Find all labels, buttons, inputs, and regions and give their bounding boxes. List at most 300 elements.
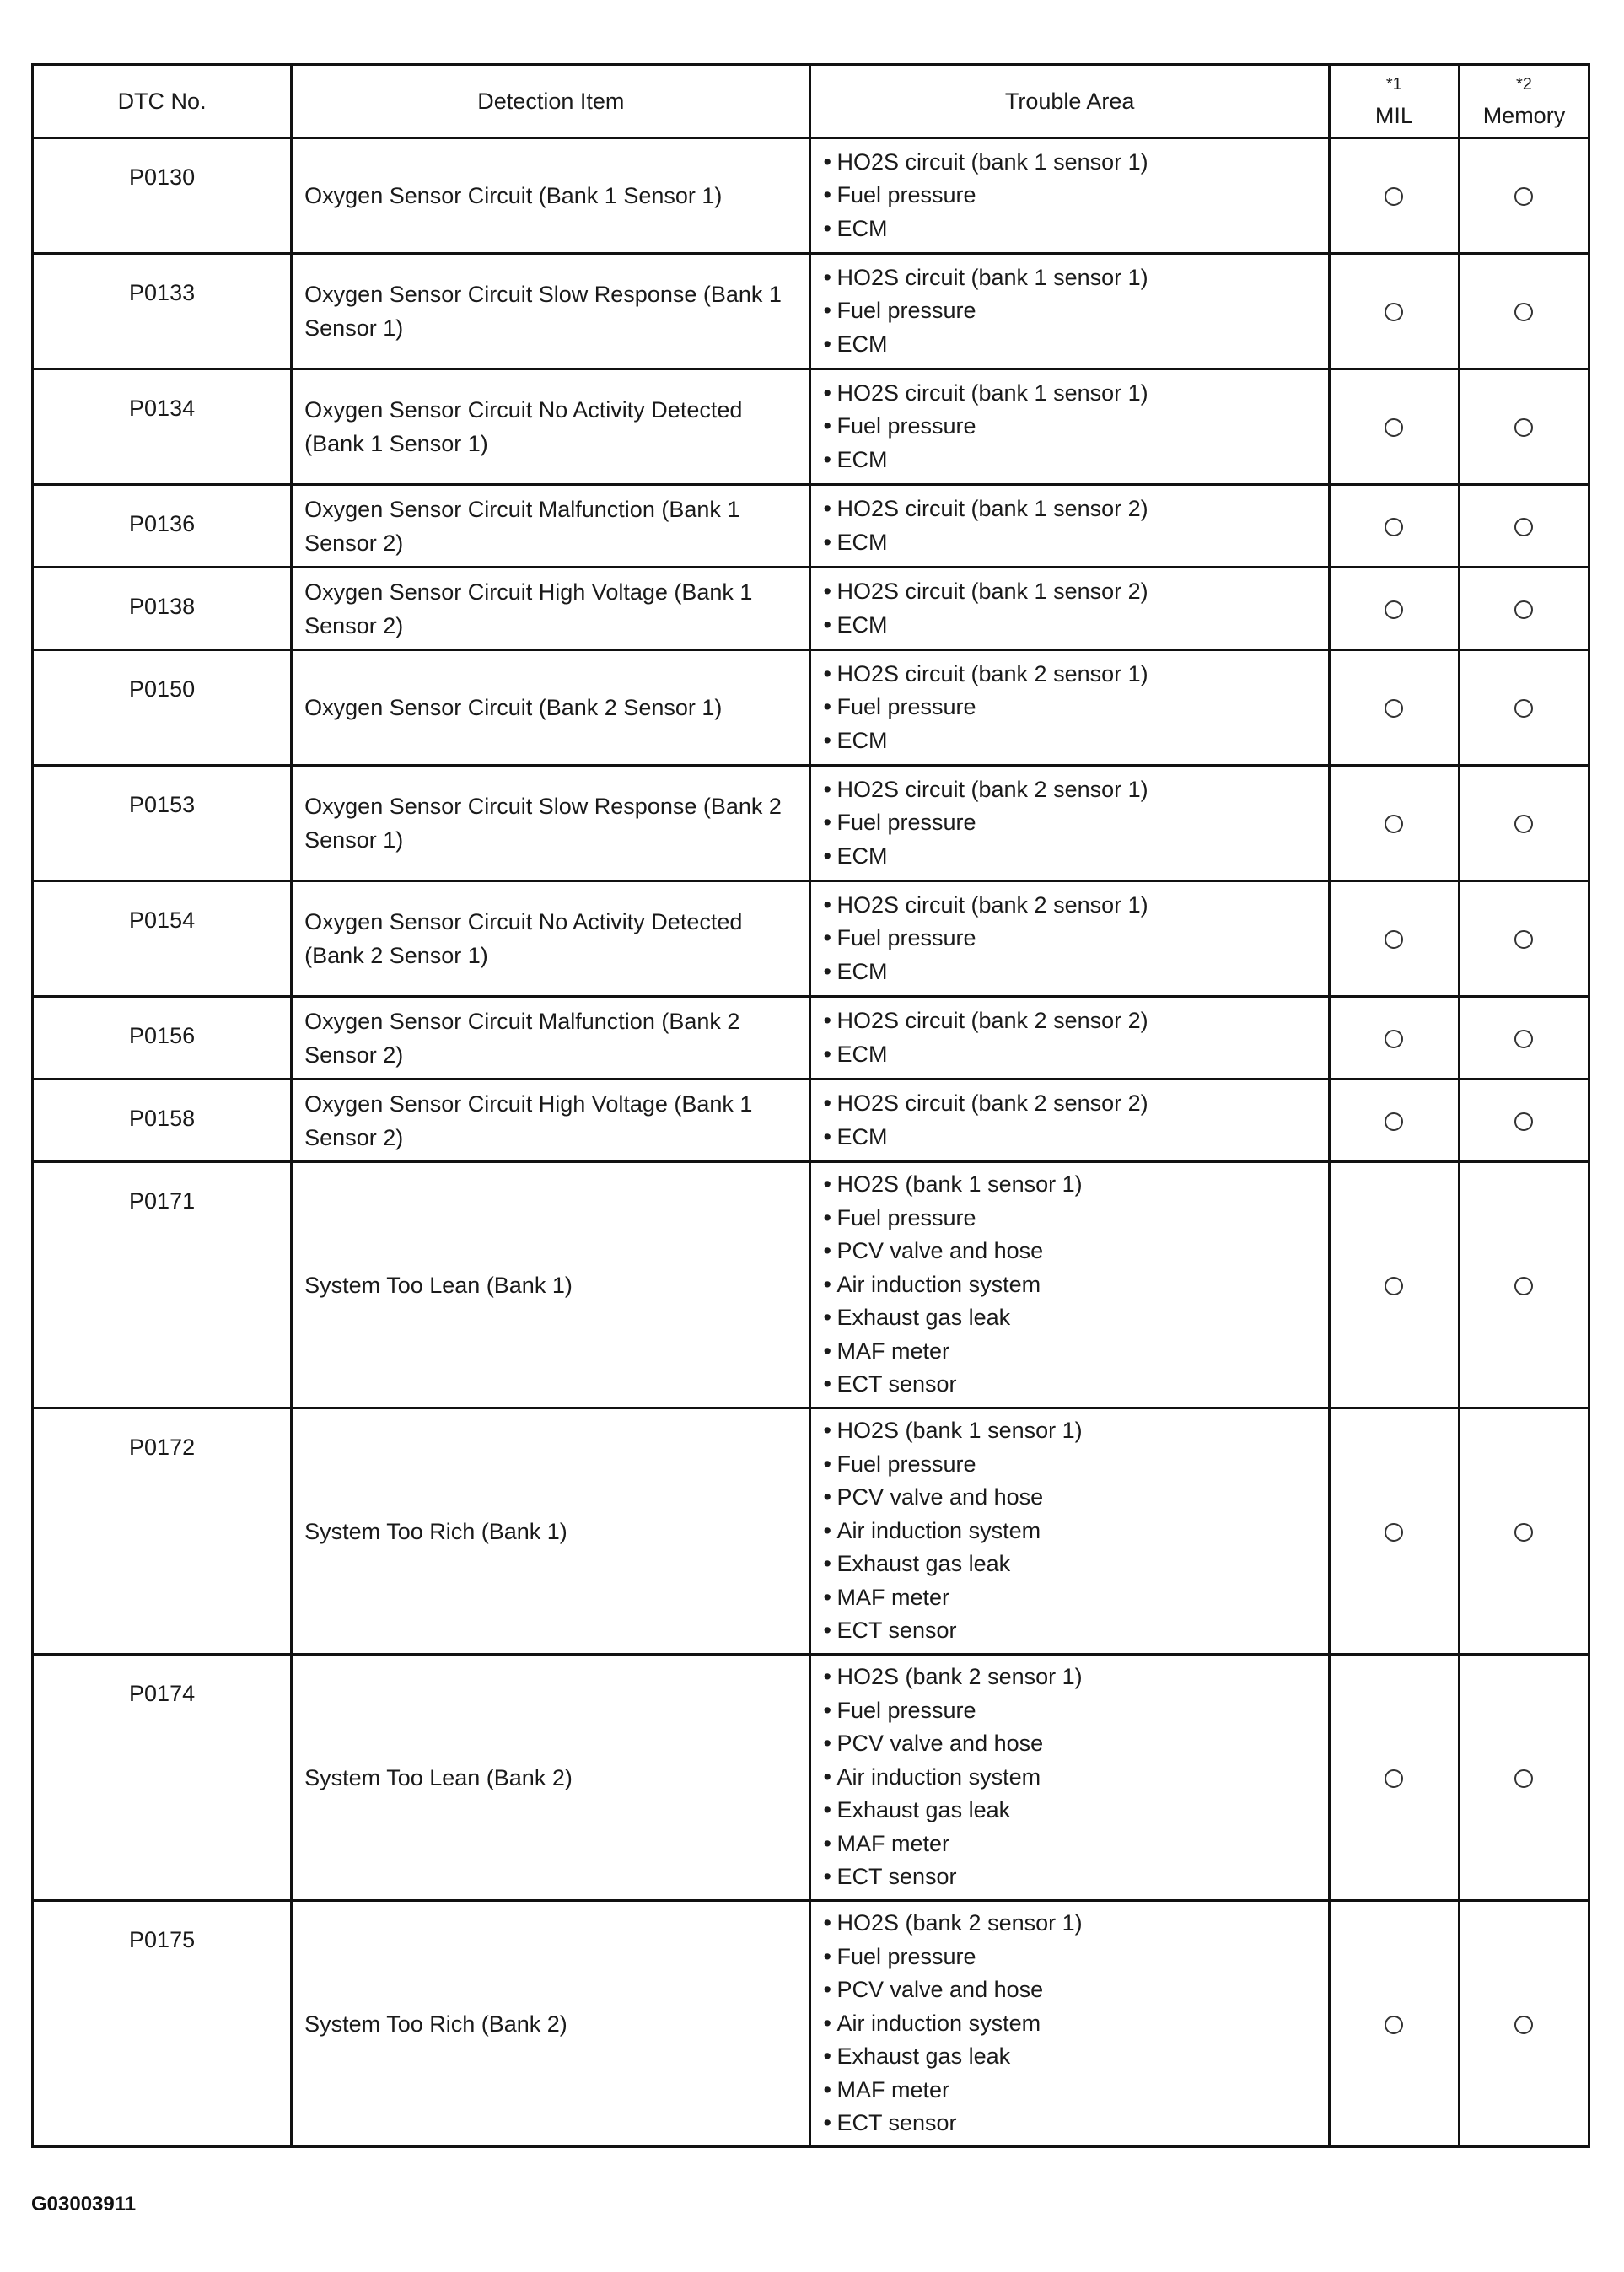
detection-item: Oxygen Sensor Circuit No Activity Detected (Bank 1 Sensor 1): [292, 369, 810, 485]
trouble-area-cell: [810, 485, 1329, 568]
bullet-icon: •: [823, 579, 831, 604]
trouble-area-list: [823, 768, 1327, 879]
trouble-area-item: [823, 1301, 1327, 1335]
trouble-area-text: Fuel pressure: [836, 925, 976, 951]
memory-cell: [1459, 485, 1589, 568]
header-dtc-no: DTC No.: [33, 65, 292, 138]
trouble-area-item: [823, 213, 1327, 246]
bullet-icon: •: [823, 694, 831, 720]
bullet-icon: •: [823, 529, 831, 555]
dtc-table-body: [33, 138, 1589, 2147]
memory-circle-icon: [1514, 187, 1533, 206]
trouble-area-item: [823, 1414, 1327, 1448]
trouble-area-text: ECM: [836, 958, 888, 984]
dtc-code: P0158: [129, 1106, 196, 1131]
bullet-icon: •: [823, 660, 831, 686]
trouble-area-text: ECM: [836, 843, 888, 869]
trouble-area-cell: [810, 1408, 1329, 1655]
mil-cell: [1329, 650, 1459, 766]
trouble-area-text: ECT sensor: [836, 2110, 957, 2136]
mil-cell: [1329, 485, 1459, 568]
mil-cell: [1329, 568, 1459, 650]
detection-item: System Too Rich (Bank 2): [292, 1901, 810, 2147]
figure-code: G03003911: [31, 2193, 137, 2215]
dtc-table: [31, 63, 1590, 2148]
bullet-icon: •: [823, 1864, 831, 1890]
detection-item: System Too Lean (Bank 1): [292, 1162, 810, 1408]
memory-circle-icon: [1514, 518, 1533, 536]
bullet-icon: •: [823, 891, 831, 918]
header-memory: [1459, 65, 1589, 138]
table-row: [33, 650, 1589, 766]
bullet-icon: •: [823, 380, 831, 406]
bullet-icon: •: [823, 413, 831, 439]
memory-circle-icon: [1514, 418, 1533, 437]
mil-circle-icon: [1385, 187, 1403, 206]
bullet-icon: •: [823, 1943, 831, 1969]
header-trouble-area: Trouble Area: [810, 65, 1329, 138]
memory-cell: [1459, 138, 1589, 254]
dtc-code-cell: [33, 369, 292, 485]
bullet-icon: •: [823, 1451, 831, 1477]
trouble-area-text: MAF meter: [836, 2076, 949, 2102]
mil-circle-icon: [1385, 303, 1403, 321]
trouble-area-text: ECM: [836, 331, 888, 357]
bullet-icon: •: [823, 1584, 831, 1610]
bullet-icon: •: [823, 1977, 831, 2003]
bullet-icon: •: [823, 1041, 831, 1067]
trouble-area-item: [823, 658, 1327, 692]
trouble-area-item: [823, 1860, 1327, 1894]
trouble-area-text: HO2S circuit (bank 2 sensor 1): [836, 776, 1148, 802]
bullet-icon: •: [823, 1731, 831, 1757]
bullet-icon: •: [823, 1271, 831, 1297]
memory-cell: [1459, 1162, 1589, 1408]
bullet-icon: •: [823, 1238, 831, 1264]
dtc-code-cell: [33, 1901, 292, 2147]
trouble-area-cell: [810, 1162, 1329, 1408]
bullet-icon: •: [823, 1618, 831, 1644]
dtc-code-cell: [33, 568, 292, 650]
trouble-area-list: [823, 570, 1327, 647]
trouble-area-text: HO2S circuit (bank 1 sensor 1): [836, 264, 1148, 290]
dtc-code-cell: [33, 1655, 292, 1901]
trouble-area-text: ECM: [836, 611, 888, 638]
trouble-area-text: HO2S circuit (bank 2 sensor 1): [836, 891, 1148, 918]
bullet-icon: •: [823, 1338, 831, 1364]
trouble-area-item: [823, 493, 1327, 526]
trouble-area-list: [823, 487, 1327, 564]
bullet-icon: •: [823, 331, 831, 357]
dtc-code: P0136: [129, 511, 196, 536]
mil-circle-icon: [1385, 2016, 1403, 2034]
trouble-area-text: Exhaust gas leak: [836, 1305, 1011, 1331]
trouble-area-item: [823, 1581, 1327, 1615]
bullet-icon: •: [823, 1090, 831, 1116]
table-row: [33, 1901, 1589, 2147]
trouble-area-item: [823, 1235, 1327, 1268]
dtc-code: P0138: [129, 594, 196, 619]
trouble-area-list: [823, 256, 1327, 367]
detection-item: Oxygen Sensor Circuit Slow Response (Bank 1 Sensor 1): [292, 254, 810, 369]
trouble-area-text: PCV valve and hose: [836, 1484, 1044, 1510]
trouble-area-item: [823, 1515, 1327, 1548]
dtc-code: P0175: [129, 1927, 196, 1952]
dtc-code: P0156: [129, 1023, 196, 1048]
trouble-area-cell: [810, 254, 1329, 369]
trouble-area-text: PCV valve and hose: [836, 1731, 1044, 1757]
trouble-area-text: Fuel pressure: [836, 298, 976, 324]
trouble-area-text: ECT sensor: [836, 1864, 957, 1890]
trouble-area-item: [823, 724, 1327, 758]
trouble-area-item: [823, 889, 1327, 923]
table-row: [33, 369, 1589, 485]
bullet-icon: •: [823, 1171, 831, 1198]
table-row: [33, 254, 1589, 369]
dtc-code-cell: [33, 650, 292, 766]
trouble-area-text: Fuel pressure: [836, 1451, 976, 1477]
dtc-code-cell: [33, 138, 292, 254]
dtc-code: P0153: [129, 792, 196, 817]
detection-item: System Too Lean (Bank 2): [292, 1655, 810, 1901]
trouble-area-text: Exhaust gas leak: [836, 2043, 1011, 2070]
detection-item: Oxygen Sensor Circuit Malfunction (Bank 1 Sensor 2): [292, 485, 810, 568]
bullet-icon: •: [823, 2076, 831, 2102]
trouble-area-item: [823, 1087, 1327, 1121]
trouble-area-text: ECT sensor: [836, 1371, 957, 1397]
trouble-area-text: Fuel pressure: [836, 1943, 976, 1969]
mil-circle-icon: [1385, 600, 1403, 619]
trouble-area-text: ECM: [836, 215, 888, 241]
bullet-icon: •: [823, 1008, 831, 1033]
trouble-area-text: HO2S circuit (bank 1 sensor 1): [836, 148, 1148, 175]
bullet-icon: •: [823, 1484, 831, 1510]
bullet-icon: •: [823, 843, 831, 869]
trouble-area-text: Fuel pressure: [836, 413, 976, 439]
trouble-area-text: HO2S circuit (bank 2 sensor 1): [836, 660, 1148, 686]
trouble-area-item: [823, 1794, 1327, 1828]
trouble-area-item: [823, 1694, 1327, 1728]
trouble-area-cell: [810, 766, 1329, 881]
mil-cell: [1329, 369, 1459, 485]
dtc-code-cell: [33, 1162, 292, 1408]
trouble-area-item: [823, 1121, 1327, 1155]
memory-footnote-marker: *2: [1515, 74, 1532, 94]
bullet-icon: •: [823, 2043, 831, 2070]
trouble-area-list: [823, 884, 1327, 994]
dtc-code: P0174: [129, 1681, 196, 1706]
bullet-icon: •: [823, 1697, 831, 1723]
trouble-area-list: [823, 1656, 1327, 1899]
detection-item: Oxygen Sensor Circuit No Activity Detected (Bank 2 Sensor 1): [292, 881, 810, 997]
trouble-area-item: [823, 2007, 1327, 2041]
trouble-area-text: HO2S (bank 1 sensor 1): [836, 1418, 1083, 1444]
trouble-area-item: [823, 294, 1327, 328]
trouble-area-item: [823, 377, 1327, 411]
mil-cell: [1329, 1408, 1459, 1655]
mil-footnote-marker: *1: [1385, 74, 1402, 94]
table-row: [33, 1408, 1589, 1655]
table-row: [33, 1079, 1589, 1162]
trouble-area-text: ECM: [836, 1123, 888, 1149]
trouble-area-text: Air induction system: [836, 1763, 1041, 1790]
trouble-area-text: HO2S (bank 2 sensor 1): [836, 1910, 1083, 1936]
table-row: [33, 568, 1589, 650]
mil-circle-icon: [1385, 815, 1403, 833]
dtc-code-cell: [33, 1079, 292, 1162]
mil-circle-icon: [1385, 1277, 1403, 1295]
trouble-area-text: HO2S circuit (bank 1 sensor 2): [836, 496, 1148, 521]
bullet-icon: •: [823, 1517, 831, 1543]
trouble-area-list: [823, 1082, 1327, 1159]
trouble-area-item: [823, 1168, 1327, 1202]
trouble-area-text: HO2S circuit (bank 1 sensor 2): [836, 579, 1148, 604]
dtc-code-cell: [33, 766, 292, 881]
table-row: [33, 1162, 1589, 1408]
bullet-icon: •: [823, 1418, 831, 1444]
mil-circle-icon: [1385, 699, 1403, 718]
bullet-icon: •: [823, 776, 831, 802]
bullet-icon: •: [823, 446, 831, 472]
bullet-icon: •: [823, 182, 831, 208]
bullet-icon: •: [823, 1204, 831, 1230]
table-row: [33, 766, 1589, 881]
trouble-area-item: [823, 444, 1327, 477]
bullet-icon: •: [823, 264, 831, 290]
memory-circle-icon: [1514, 1112, 1533, 1131]
trouble-area-text: Air induction system: [836, 2010, 1041, 2036]
trouble-area-item: [823, 922, 1327, 956]
trouble-area-text: Fuel pressure: [836, 810, 976, 836]
trouble-area-text: ECM: [836, 529, 888, 555]
memory-circle-icon: [1514, 1277, 1533, 1295]
mil-cell: [1329, 1901, 1459, 2147]
trouble-area-item: [823, 1548, 1327, 1581]
trouble-area-item: [823, 2107, 1327, 2140]
table-row: [33, 881, 1589, 997]
trouble-area-text: HO2S circuit (bank 2 sensor 2): [836, 1090, 1148, 1116]
trouble-area-text: Exhaust gas leak: [836, 1551, 1011, 1577]
trouble-area-item: [823, 2074, 1327, 2108]
trouble-area-item: [823, 1448, 1327, 1482]
trouble-area-text: ECM: [836, 727, 888, 753]
detection-item: Oxygen Sensor Circuit Malfunction (Bank 2 Sensor 2): [292, 997, 810, 1079]
trouble-area-text: Air induction system: [836, 1271, 1041, 1297]
memory-cell: [1459, 650, 1589, 766]
bullet-icon: •: [823, 1830, 831, 1856]
memory-circle-icon: [1514, 303, 1533, 321]
bullet-icon: •: [823, 1305, 831, 1331]
trouble-area-text: HO2S (bank 2 sensor 1): [836, 1664, 1083, 1690]
trouble-area-text: HO2S circuit (bank 1 sensor 1): [836, 380, 1148, 406]
memory-cell: [1459, 1901, 1589, 2147]
mil-circle-icon: [1385, 930, 1403, 949]
trouble-area-cell: [810, 881, 1329, 997]
bullet-icon: •: [823, 1123, 831, 1149]
mil-cell: [1329, 997, 1459, 1079]
trouble-area-item: [823, 1828, 1327, 1861]
mil-cell: [1329, 254, 1459, 369]
memory-circle-icon: [1514, 930, 1533, 949]
bullet-icon: •: [823, 1371, 831, 1397]
dtc-code: P0172: [129, 1435, 196, 1460]
bullet-icon: •: [823, 1910, 831, 1936]
dtc-code-cell: [33, 881, 292, 997]
trouble-area-item: [823, 806, 1327, 840]
trouble-area-item: [823, 1368, 1327, 1402]
memory-circle-icon: [1514, 600, 1533, 619]
trouble-area-list: [823, 1409, 1327, 1653]
mil-cell: [1329, 138, 1459, 254]
trouble-area-item: [823, 179, 1327, 213]
trouble-area-list: [823, 1163, 1327, 1407]
memory-cell: [1459, 766, 1589, 881]
memory-circle-icon: [1514, 815, 1533, 833]
memory-cell: [1459, 1408, 1589, 1655]
trouble-area-cell: [810, 568, 1329, 650]
bullet-icon: •: [823, 810, 831, 836]
mil-cell: [1329, 881, 1459, 997]
dtc-code-cell: [33, 997, 292, 1079]
trouble-area-item: [823, 691, 1327, 724]
memory-cell: [1459, 254, 1589, 369]
detection-item: Oxygen Sensor Circuit High Voltage (Bank 1 Sensor 2): [292, 1079, 810, 1162]
mil-cell: [1329, 766, 1459, 881]
trouble-area-list: [823, 372, 1327, 482]
trouble-area-item: [823, 1004, 1327, 1038]
trouble-area-text: Exhaust gas leak: [836, 1797, 1011, 1823]
trouble-area-cell: [810, 1655, 1329, 1901]
mil-cell: [1329, 1655, 1459, 1901]
mil-cell: [1329, 1162, 1459, 1408]
memory-cell: [1459, 369, 1589, 485]
trouble-area-text: HO2S circuit (bank 2 sensor 2): [836, 1008, 1148, 1033]
trouble-area-item: [823, 526, 1327, 560]
memory-circle-icon: [1514, 2016, 1533, 2034]
header-mil: [1329, 65, 1459, 138]
trouble-area-item: [823, 146, 1327, 180]
bullet-icon: •: [823, 496, 831, 521]
trouble-area-cell: [810, 650, 1329, 766]
dtc-code: P0133: [129, 280, 196, 305]
trouble-area-list: [823, 141, 1327, 251]
mil-circle-icon: [1385, 1523, 1403, 1542]
trouble-area-item: [823, 1038, 1327, 1072]
mil-circle-icon: [1385, 1112, 1403, 1131]
trouble-area-item: [823, 1268, 1327, 1302]
trouble-area-text: ECM: [836, 1041, 888, 1067]
table-row: [33, 485, 1589, 568]
bullet-icon: •: [823, 611, 831, 638]
bullet-icon: •: [823, 958, 831, 984]
mil-circle-icon: [1385, 1769, 1403, 1788]
trouble-area-text: MAF meter: [836, 1338, 949, 1364]
dtc-code: P0150: [129, 676, 196, 702]
trouble-area-list: [823, 999, 1327, 1076]
bullet-icon: •: [823, 2010, 831, 2036]
header-row: [33, 65, 1589, 138]
bullet-icon: •: [823, 298, 831, 324]
memory-cell: [1459, 881, 1589, 997]
dtc-code: P0130: [129, 164, 196, 190]
trouble-area-item: [823, 956, 1327, 989]
trouble-area-item: [823, 1481, 1327, 1515]
mil-circle-icon: [1385, 518, 1403, 536]
trouble-area-item: [823, 773, 1327, 807]
trouble-area-item: [823, 2040, 1327, 2074]
mil-circle-icon: [1385, 1030, 1403, 1048]
table-row: [33, 997, 1589, 1079]
header-detection-item: Detection Item: [292, 65, 810, 138]
trouble-area-item: [823, 1973, 1327, 2007]
bullet-icon: •: [823, 1664, 831, 1690]
trouble-area-item: [823, 1907, 1327, 1941]
memory-circle-icon: [1514, 699, 1533, 718]
trouble-area-text: MAF meter: [836, 1830, 949, 1856]
mil-cell: [1329, 1079, 1459, 1162]
trouble-area-text: Fuel pressure: [836, 182, 976, 208]
bullet-icon: •: [823, 1797, 831, 1823]
trouble-area-text: PCV valve and hose: [836, 1238, 1044, 1264]
trouble-area-item: [823, 575, 1327, 609]
memory-cell: [1459, 1655, 1589, 1901]
trouble-area-text: HO2S (bank 1 sensor 1): [836, 1171, 1083, 1198]
trouble-area-text: ECT sensor: [836, 1618, 957, 1644]
trouble-area-item: [823, 840, 1327, 874]
trouble-area-list: [823, 653, 1327, 763]
bullet-icon: •: [823, 727, 831, 753]
bullet-icon: •: [823, 215, 831, 241]
mil-label: MIL: [1374, 102, 1413, 128]
trouble-area-text: Fuel pressure: [836, 1204, 976, 1230]
memory-cell: [1459, 1079, 1589, 1162]
dtc-code-cell: [33, 254, 292, 369]
bullet-icon: •: [823, 925, 831, 951]
trouble-area-item: [823, 1661, 1327, 1694]
trouble-area-cell: [810, 1079, 1329, 1162]
memory-circle-icon: [1514, 1769, 1533, 1788]
trouble-area-item: [823, 410, 1327, 444]
trouble-area-item: [823, 1614, 1327, 1648]
trouble-area-text: Fuel pressure: [836, 1697, 976, 1723]
trouble-area-item: [823, 328, 1327, 362]
table-row: [33, 138, 1589, 254]
dtc-code: P0154: [129, 907, 196, 933]
trouble-area-text: Air induction system: [836, 1517, 1041, 1543]
trouble-area-text: PCV valve and hose: [836, 1977, 1044, 2003]
trouble-area-text: ECM: [836, 446, 888, 472]
detection-item: Oxygen Sensor Circuit (Bank 2 Sensor 1): [292, 650, 810, 766]
memory-label: Memory: [1482, 102, 1566, 128]
trouble-area-text: MAF meter: [836, 1584, 949, 1610]
trouble-area-cell: [810, 1901, 1329, 2147]
trouble-area-item: [823, 1727, 1327, 1761]
bullet-icon: •: [823, 1551, 831, 1577]
detection-item: Oxygen Sensor Circuit Slow Response (Bank 2 Sensor 1): [292, 766, 810, 881]
table-row: [33, 1655, 1589, 1901]
memory-cell: [1459, 997, 1589, 1079]
trouble-area-item: [823, 1941, 1327, 1974]
trouble-area-list: [823, 1902, 1327, 2145]
bullet-icon: •: [823, 1763, 831, 1790]
trouble-area-cell: [810, 369, 1329, 485]
memory-circle-icon: [1514, 1523, 1533, 1542]
detection-item: System Too Rich (Bank 1): [292, 1408, 810, 1655]
trouble-area-item: [823, 1202, 1327, 1236]
dtc-code: P0171: [129, 1188, 196, 1214]
dtc-code-cell: [33, 485, 292, 568]
trouble-area-cell: [810, 138, 1329, 254]
